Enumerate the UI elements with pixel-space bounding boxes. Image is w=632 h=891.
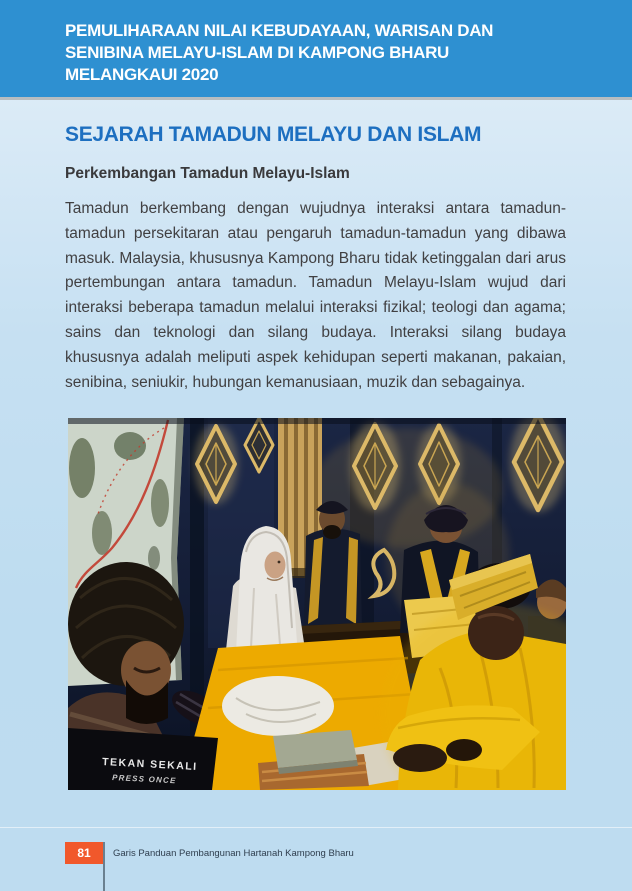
white-cloth xyxy=(222,676,334,736)
sign-line-1: TEKAN SEKALI xyxy=(101,756,198,773)
header-title xyxy=(65,20,493,86)
footer-vertical-rule xyxy=(103,842,105,891)
page-number-badge: 81 xyxy=(65,842,103,864)
header-title-line-2: SENIBINA MELAYU-ISLAM DI KAMPONG BHARU xyxy=(65,43,450,62)
footer-doc-title: Garis Panduan Pembangunan Hartanah Kampong Bharu xyxy=(113,848,354,859)
header-title-line-1: PEMULIHARAAN NILAI KEBUDAYAAN, WARISAN DAN xyxy=(65,21,494,40)
diorama-photo xyxy=(68,418,566,790)
press-once-sign[interactable] xyxy=(68,728,218,790)
footer-divider xyxy=(0,827,632,828)
sign-line-2: PRESS ONCE xyxy=(111,773,177,786)
diorama-photo-illustration xyxy=(68,418,566,790)
header-band xyxy=(0,0,632,100)
photo-top-shadow xyxy=(68,418,566,424)
subsection-title: Perkembangan Tamadun Melayu-Islam xyxy=(65,165,350,182)
body-paragraph: Tamadun berkembang dengan wujudnya interaksi antara tamadun-tamadun persekitaran atau pengaruh tamadun-tamadun yang dibawa masuk. Malaysia, khususnya Kampong Bharu tidak ketinggalan dari arus pertembungan antara tamadun. Tamadun Melayu-Islam wujud dari interaksi beberapa tamadun melalui interaksi fizikal; teologi dan agama; sains dan teknologi dan silang budaya. Interaksi silang budaya khususnya adalah meliputi aspek kehidupan seperti makanan, pakaian, senibina, seniukir, hubungan kemanusiaan, muzik dan sebagainya. xyxy=(65,200,566,391)
header-title-line-3: MELANGKAUI 2020 xyxy=(65,65,219,84)
section-title: SEJARAH TAMADUN MELAYU DAN ISLAM xyxy=(65,123,482,146)
